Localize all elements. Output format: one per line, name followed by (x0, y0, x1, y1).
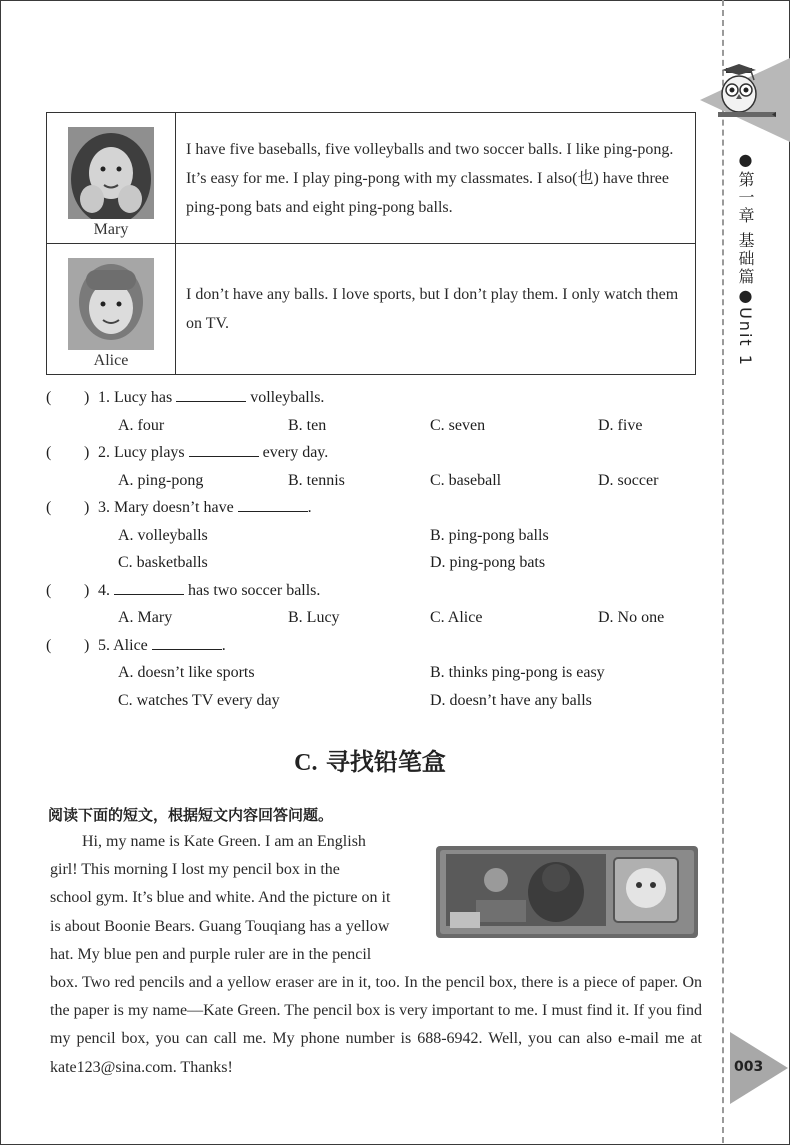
question-2: ( ) 2. Lucy plays every day. (46, 444, 329, 461)
passage-text: box. Two red pencils and a yellow eraser are in it, too. In the pencil box, there is a piece of paper. On the paper is my name—Kate Green. The pencil box is very important to me. I must find it. If you find my pencil box, you can call me. My phone number is 688-6942. Well, you can also e-mail me at kate123@sina.com. Thanks! (50, 974, 702, 1076)
option: B. ping-pong balls (430, 526, 549, 544)
option: D. soccer (598, 471, 659, 489)
passage-line: school gym. It’s blue and white. And the picture on it (50, 889, 391, 907)
question-after: . (307, 499, 312, 516)
question-number: 5. (98, 636, 110, 654)
passage-line: is about Boonie Bears. Guang Touqiang has a yellow (50, 917, 390, 935)
options-row (46, 469, 686, 497)
question-number: 4. (98, 581, 110, 599)
option: C. baseball (430, 471, 502, 489)
question-after: has two soccer balls. (188, 581, 321, 599)
option: D. No one (598, 609, 665, 626)
profile-text: I don’t have any balls. I love sports, but I don’t play them. I only watch them on TV. (176, 244, 696, 375)
instruction: 阅读下面的短文，根据短文内容回答问题。 (48, 806, 334, 824)
section-letter: C. (294, 750, 318, 776)
options-row (46, 414, 686, 442)
owl-mascot-icon (718, 64, 776, 122)
mary-photo (68, 127, 154, 219)
answer-blank[interactable] (114, 580, 184, 595)
option: B. Lucy (288, 609, 340, 626)
profile-row-alice (47, 244, 696, 375)
options-row (46, 661, 686, 689)
profile-row-mary (47, 113, 696, 244)
option: A. volleyballs (118, 526, 208, 544)
questions (46, 386, 686, 716)
option: C. Alice (430, 609, 483, 626)
answer-blank[interactable] (189, 442, 259, 457)
photo-cell (47, 113, 176, 244)
option: A. four (118, 416, 165, 434)
passage-body (50, 969, 702, 1082)
option: A. Mary (118, 609, 173, 626)
question-3: ( ) 3. Mary doesn’t have . (46, 499, 312, 516)
alice-photo (68, 258, 154, 350)
section-title (0, 742, 740, 777)
passage-intro (50, 828, 424, 969)
question-4: ( ) 4. has two soccer balls. (46, 581, 321, 599)
answer-blank[interactable] (152, 635, 222, 650)
answer-blank[interactable] (176, 387, 246, 402)
pencil-box-image (436, 840, 698, 944)
chapter-label: ●第一章 基础篇●Unit 1 (736, 150, 755, 367)
option: A. doesn’t like sports (118, 664, 255, 681)
profile-table (46, 112, 696, 375)
passage-line: girl! This morning I lost my pencil box in the (50, 861, 340, 879)
option: D. doesn’t have any balls (430, 691, 592, 709)
question-after: . (221, 636, 226, 654)
question-before: Lucy has (114, 389, 173, 406)
passage-line: Hi, my name is Kate Green. I am an English (82, 833, 366, 850)
question-before: Mary doesn’t have (114, 499, 234, 516)
options-row (46, 606, 686, 634)
options-row (46, 689, 686, 717)
option: B. thinks ping-pong is easy (430, 664, 605, 681)
profile-name: Mary (93, 221, 129, 238)
option: C. seven (430, 416, 486, 434)
option: C. watches TV every day (118, 691, 280, 709)
options-row (46, 551, 686, 579)
question-after: volleyballs. (250, 389, 325, 406)
options-row (46, 524, 686, 552)
question-before: Lucy plays (114, 444, 185, 461)
question-before: Alice (113, 636, 148, 654)
profile-text: I have five baseballs, five volleyballs and two soccer balls. I like ping-pong. It’s easy for me. I play ping-pong with my classmates. I also(也) have three ping-pong bats and eight ping-pong balls. (176, 113, 696, 244)
question-number: 2. (98, 444, 110, 461)
passage-line: hat. My blue pen and purple ruler are in the pencil (50, 945, 372, 963)
question-5: ( ) 5. Alice . (46, 636, 226, 654)
question-1: ( ) 1. Lucy has volleyballs. (46, 389, 325, 406)
option: C. basketballs (118, 554, 208, 571)
option: D. five (598, 416, 643, 434)
page-number: 003 (734, 1059, 764, 1075)
option: B. ten (288, 416, 327, 434)
answer-blank[interactable] (238, 497, 308, 512)
photo-cell (47, 244, 176, 375)
option: A. ping-pong (118, 471, 204, 489)
question-number: 1. (98, 389, 110, 406)
option: D. ping-pong bats (430, 554, 546, 571)
question-number: 3. (98, 499, 110, 516)
option: B. tennis (288, 471, 345, 489)
profile-name: Alice (93, 352, 129, 369)
section-heading: 寻找铅笔盒 (325, 748, 446, 776)
question-after: every day. (262, 444, 329, 461)
